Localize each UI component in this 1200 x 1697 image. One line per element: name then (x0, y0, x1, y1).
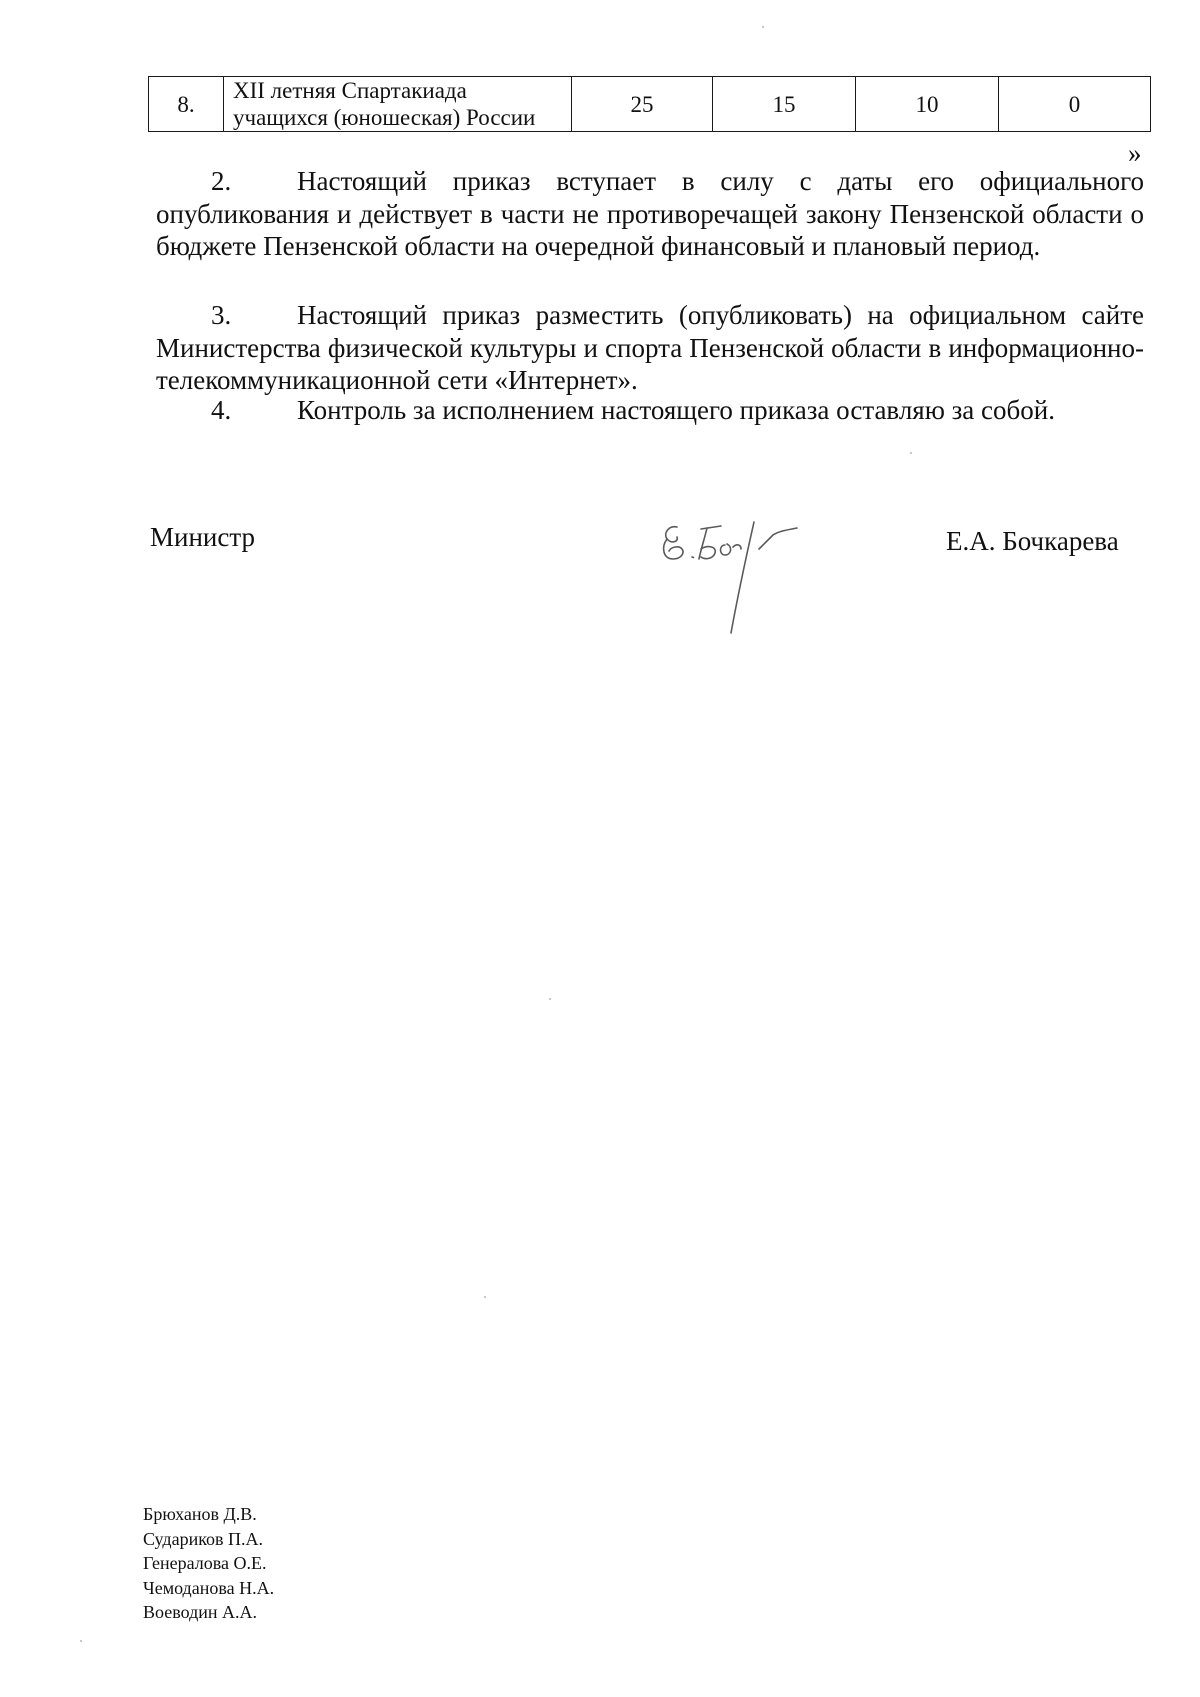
signer-name: Е.А. Бочкарева (946, 526, 1119, 556)
list-item: Брюханов Д.В. (143, 1504, 257, 1524)
value-cell-3: 10 (856, 77, 999, 132)
list-item: Судариков П.А. (143, 1528, 264, 1549)
clause-4 (156, 394, 1144, 427)
value-cell-4: 0 (999, 77, 1151, 132)
clause-2 (156, 165, 1144, 263)
value-cell-2: 15 (713, 77, 856, 132)
scan-speck (80, 1640, 82, 1642)
clause-3 (156, 299, 1144, 397)
closing-quote-mark: » (1128, 138, 1142, 168)
clause-number: 3. (211, 300, 232, 330)
clause-text: Настоящий приказ разместить (опубликовать) на официальном сайте Министерства физической культуры и спорта Пензенской области в информационно-телекоммуникационной сети «Интернет». (156, 300, 1144, 395)
handwritten-signature (655, 515, 835, 640)
event-name-line-2: учащихся (юношеская) России (233, 105, 536, 130)
clause-number: 2. (211, 166, 232, 196)
scan-speck (484, 1296, 486, 1298)
sports-events-table (148, 76, 1151, 132)
list-item: Воеводин А.А. (143, 1602, 257, 1622)
signer-title: Министр (150, 522, 255, 552)
list-item: Генералова О.Е. (143, 1553, 267, 1573)
event-name-line-1: XII летняя Спартакиада (233, 78, 467, 103)
scan-speck (910, 452, 912, 454)
value-cell-1: 25 (572, 77, 713, 132)
table-row (149, 77, 1151, 132)
event-name-cell (224, 77, 572, 132)
clause-number: 4. (211, 395, 232, 425)
scan-speck (762, 26, 764, 28)
scan-speck (549, 998, 551, 1000)
list-item: Чемоданова Н.А. (143, 1577, 275, 1598)
clause-text: Настоящий приказ вступает в силу с даты его официального опубликования и действует в части не противоречащей закону Пензенской области о бюджете Пензенской области на очередной финансовый и плановый период. (156, 166, 1144, 261)
row-number-cell: 8. (149, 77, 224, 132)
clause-text: Контроль за исполнением настоящего приказа оставляю за собой. (297, 395, 1055, 425)
distribution-list (143, 1502, 274, 1625)
